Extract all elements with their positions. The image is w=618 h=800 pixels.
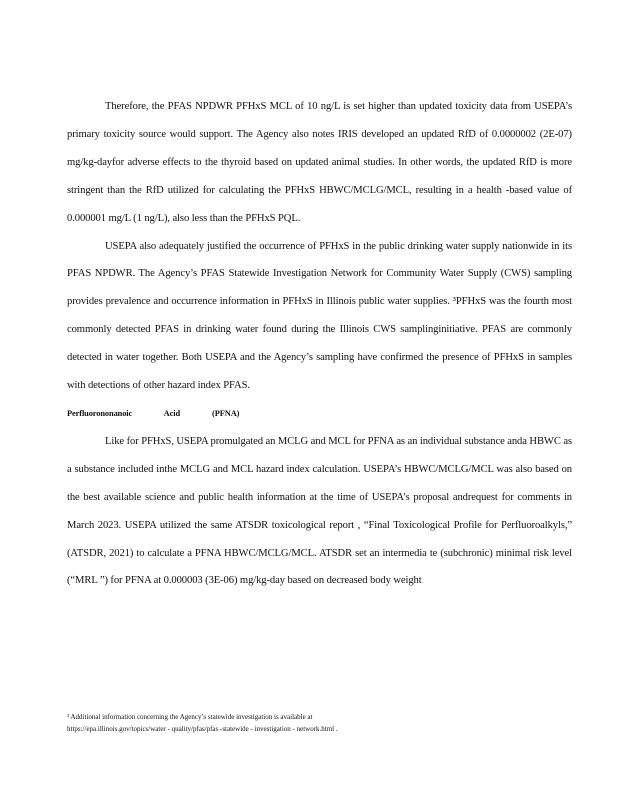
section-heading-pfna: Perfluorononanoic Acid (PFNA) — [67, 408, 240, 418]
footnote-url: https://epa.illinois.gov/topics/water - quality/pfas/pfas -statewide - investigation - network.html . — [67, 725, 338, 733]
footnote-text: ³ Additional information concerning the Agency’s statewide investigation is available at — [67, 713, 313, 721]
paragraph-pfhxs-occurrence: USEPA also adequately justified the occurrence of PFHxS in the public drinking water supply nationwide in its PFAS NPDWR. The Agency’s PFAS Statewide Investigation Network for Community Water Supply (CWS) sampling provides prevalence and occurrence information in PFHxS in Illinois public water supplies. ³PFHxS was the fourth most commonly detected PFAS in drinking water found during the Illinois CWS samplinginitiative. PFAS are commonly detected in water together. Both USEPA and the Agency’s sampling have confirmed the presence of PFHxS in samples with detections of other hazard index PFAS. — [67, 240, 572, 392]
paragraph-pfhxs-toxicity: Therefore, the PFAS NPDWR PFHxS MCL of 10 ng/L is set higher than updated toxicity data from USEPA’s primary toxicity source would support. The Agency also notes IRIS developed an updated RfD of 0.0000002 (2E-07) mg/kg-dayfor adverse effects to the thyroid based on updated animal studies. In other words, the updated RfD is more stringent than the RfD utilized for calculating the PFHxS HBWC/MCLG/MCL, resulting in a health -based value of 0.000001 mg/L (1 ng/L), also less than the PFHxS PQL. — [67, 101, 572, 224]
footnote-area — [67, 711, 447, 735]
paragraph-pfna: Like for PFHxS, USEPA promulgated an MCLG and MCL for PFNA as an individual substance anda HBWC as a substance included inthe MCLG and MCL hazard index calculation. USEPA’s HBWC/MCLG/MCL was also based on the best available science and public health information at the time of USEPA’s proposal andrequest for comments in March 2023. USEPA utilized the same ATSDR toxicological report , “Final Toxicological Profile for Perfluoroalkyls,” (ATSDR, 2021) to calculate a PFNA HBWC/MCLG/MCL. ATSDR set an intermedia te (subchronic) minimal risk level (“MRL ”) for PFNA at 0.000003 (3E-06) mg/kg-day based on decreased body weight — [67, 435, 572, 587]
document-body — [67, 93, 572, 595]
